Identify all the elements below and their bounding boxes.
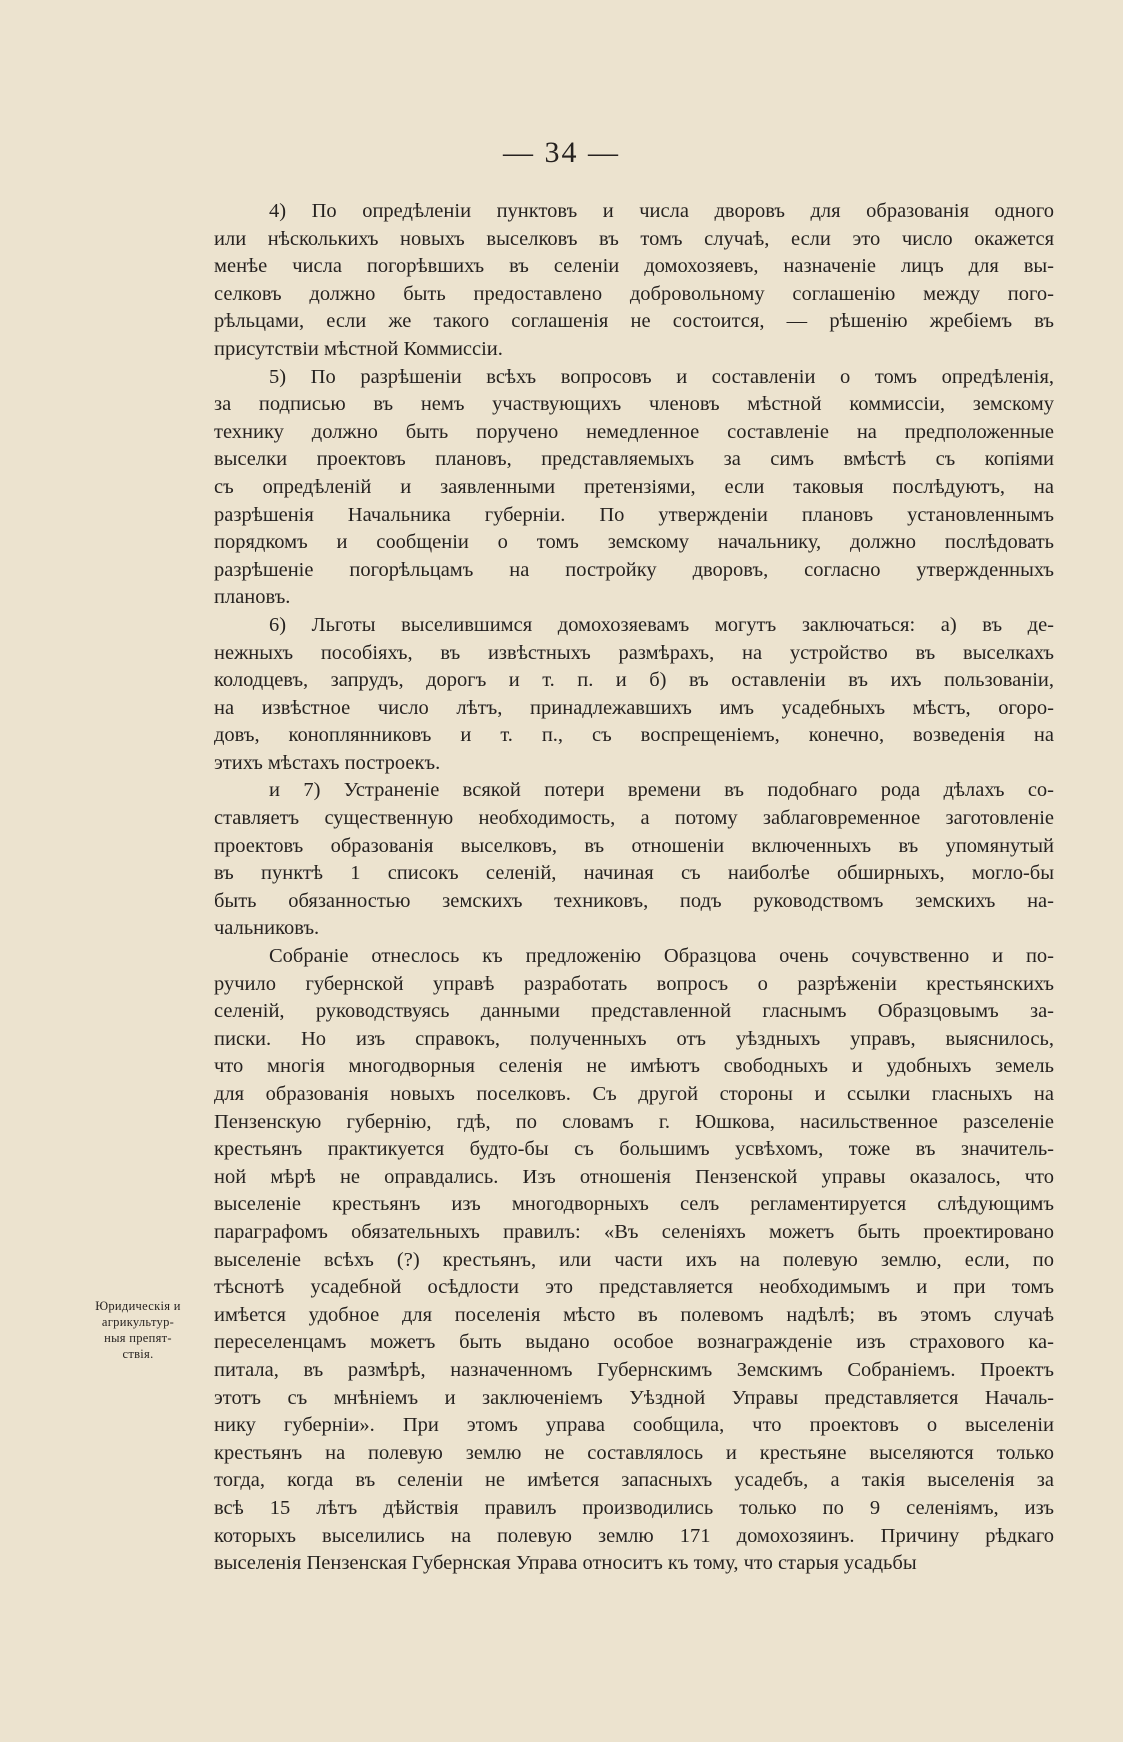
paragraph bbox=[214, 364, 1054, 612]
text-line: Пензенскую губернію, гдѣ, по словамъ г. Юшкова, насильственное разселеніе bbox=[214, 1110, 1054, 1133]
text-line: за подписью въ немъ участвующихъ членовъ мѣстной коммиссіи, земскому bbox=[214, 393, 1054, 416]
paragraph bbox=[214, 198, 1054, 364]
text-line: проектовъ образованія выселковъ, въ отношеніи включенныхъ въ упомянутый bbox=[214, 834, 1054, 857]
paragraph bbox=[214, 943, 1054, 1578]
text-line: выселеніе всѣхъ (?) крестьянъ, или части ихъ на полевую землю, если, по bbox=[214, 1248, 1054, 1271]
margin-note-line: ныя препят- bbox=[104, 1331, 172, 1345]
text-line: быть обязанностью земскихъ техниковъ, подъ руководствомъ земскихъ на- bbox=[214, 889, 1054, 912]
text-line: технику должно быть поручено немедленное составленіе на предположенные bbox=[214, 420, 1054, 443]
margin-note-line: агрикультур- bbox=[101, 1315, 175, 1329]
text-line: питала, въ размѣрѣ, назначенномъ Губернскимъ Земскимъ Собраніемъ. Проектъ bbox=[214, 1358, 1054, 1381]
text-line: этихъ мѣстахъ построекъ. bbox=[214, 751, 441, 774]
text-line: имѣется удобное для поселенія мѣсто въ полевомъ надѣлѣ; въ этомъ случаѣ bbox=[214, 1303, 1054, 1326]
margin-note-line: ствія. bbox=[122, 1347, 154, 1361]
text-line: въ пунктѣ 1 списокъ селеній, начиная съ наиболѣе обширныхъ, могло-бы bbox=[214, 862, 1054, 885]
text-line: и 7) Устраненіе всякой потери времени въ подобнаго рода дѣлахъ со- bbox=[269, 779, 1054, 802]
text-line: выселки проектовъ плановъ, представляемыхъ за симъ вмѣстѣ съ копіями bbox=[214, 448, 1054, 471]
text-line: крестьянъ практикуется будто-бы съ большимъ усвѣхомъ, тоже въ значитель- bbox=[214, 1138, 1054, 1161]
text-line: выселенія Пензенская Губернская Управа относитъ къ тому, что старыя усадьбы bbox=[214, 1552, 917, 1575]
text-line: что многія многодворныя селенія не имѣютъ свободныхъ и удобныхъ земель bbox=[214, 1055, 1054, 1078]
text-line: селковъ должно быть предоставлено добровольному соглашенію между пого- bbox=[214, 282, 1054, 305]
text-line: 6) Льготы выселившимся домохозяевамъ могутъ заключаться: а) въ де- bbox=[269, 613, 1054, 636]
text-line: параграфомъ обязательныхъ правилъ: «Въ селеніяхъ можетъ быть проектировано bbox=[214, 1220, 1054, 1243]
paragraph bbox=[214, 777, 1054, 943]
text-line: на извѣстное число лѣтъ, принадлежавшихъ имъ усадебныхъ мѣстъ, огоро- bbox=[214, 696, 1054, 719]
text-line: крестьянъ на полевую землю не составлялось и крестьяне выселяются только bbox=[214, 1441, 1054, 1464]
text-line: пиcки. Но изъ справокъ, полученныхъ отъ уѣздныхъ управъ, выяснилось, bbox=[214, 1027, 1054, 1050]
text-line: рѣльцами, если же такого соглашенія не состоится, — рѣшенію жребіемъ въ bbox=[214, 310, 1054, 333]
text-line: выселеніе крестьянъ изъ многодворныхъ селъ регламентируется слѣдующимъ bbox=[214, 1193, 1054, 1216]
text-line: нику губерніи». При этомъ управа сообщила, что проектовъ о выселеніи bbox=[214, 1414, 1054, 1437]
text-line: или нѣсколькихъ новыхъ выселковъ въ томъ случаѣ, если это число окажется bbox=[214, 227, 1054, 250]
text-line: менѣе числа погорѣвшихъ въ селеніи домохозяевъ, назначеніе лицъ для вы- bbox=[214, 255, 1054, 278]
text-line: колодцевъ, запрудъ, дорогъ и т. п. и б) въ оставленіи въ ихъ пользованіи, bbox=[214, 669, 1054, 692]
text-line: ручило губернской управѣ разработать вопросъ о разрѣженіи крестьянскихъ bbox=[214, 972, 1054, 995]
text-line: присутствіи мѣстной Коммиссіи. bbox=[214, 337, 503, 360]
margin-note bbox=[68, 1298, 208, 1362]
text-line: которыхъ выселились на полевую землю 171 домохозяинъ. Причину рѣдкаго bbox=[214, 1524, 1054, 1547]
text-line: порядкомъ и сообщеніи о томъ земскому начальнику, должно послѣдовать bbox=[214, 531, 1054, 554]
text-line: Собраніе отнеслось къ предложенію Образцова очень сочувственно и по- bbox=[269, 945, 1054, 968]
text-line: нежныхъ пособіяхъ, въ извѣстныхъ размѣрахъ, на устройство въ выселкахъ bbox=[214, 641, 1054, 664]
text-line: разрѣшенія Начальника губерніи. По утвержденіи плановъ установленнымъ bbox=[214, 503, 1054, 526]
text-line: плановъ. bbox=[214, 586, 291, 609]
text-line: для образованія новыхъ поселковъ. Съ другой стороны и ссылки гласныхъ на bbox=[214, 1083, 1054, 1105]
margin-note-line: Юридическія и bbox=[95, 1299, 181, 1313]
text-line: 5) По разрѣшеніи всѣхъ вопросовъ и составленіи о томъ опредѣленія, bbox=[269, 365, 1054, 388]
text-line: этотъ съ мнѣніемъ и заключеніемъ Уѣздной Управы представляется Началь- bbox=[214, 1386, 1054, 1409]
body-text bbox=[214, 198, 1054, 1578]
text-line: чальниковъ. bbox=[214, 917, 320, 940]
text-line: тогда, когда въ селеніи не имѣется запасныхъ усадебъ, а такія выселенія за bbox=[214, 1469, 1054, 1492]
text-line: всѣ 15 лѣтъ дѣйствія правилъ производились только по 9 селеніямъ, изъ bbox=[214, 1496, 1054, 1519]
page-number: — 34 — bbox=[503, 136, 620, 169]
text-line: довъ, коноплянниковъ и т. п., съ воспрещеніемъ, конечно, возведенія на bbox=[214, 724, 1054, 747]
text-line: переселенцамъ можетъ быть выдано особое вознагражденіе изъ страхового ка- bbox=[214, 1331, 1054, 1354]
text-line: селеній, руководствуясь данными представленной гласнымъ Образцовымъ за- bbox=[214, 1000, 1054, 1023]
text-line: ставляетъ существенную необходимость, а потому заблаговременное заготовленіе bbox=[214, 807, 1054, 830]
text-line: 4) По опредѣленіи пунктовъ и числа дворовъ для образованія одного bbox=[269, 200, 1054, 222]
text-line: тѣснотѣ усадебной осѣдлости это представляется необходимымъ и при томъ bbox=[214, 1276, 1054, 1299]
text-line: разрѣшеніе погорѣльцамъ на постройку дворовъ, согласно утвержденныхъ bbox=[214, 558, 1054, 581]
text-line: ной мѣрѣ не оправдались. Изъ отношенія Пензенской управы оказалось, что bbox=[214, 1165, 1054, 1188]
paragraph bbox=[214, 612, 1054, 778]
text-line: съ опредѣленій и заявленными претензіями, если таковыя послѣдуютъ, на bbox=[214, 475, 1054, 498]
